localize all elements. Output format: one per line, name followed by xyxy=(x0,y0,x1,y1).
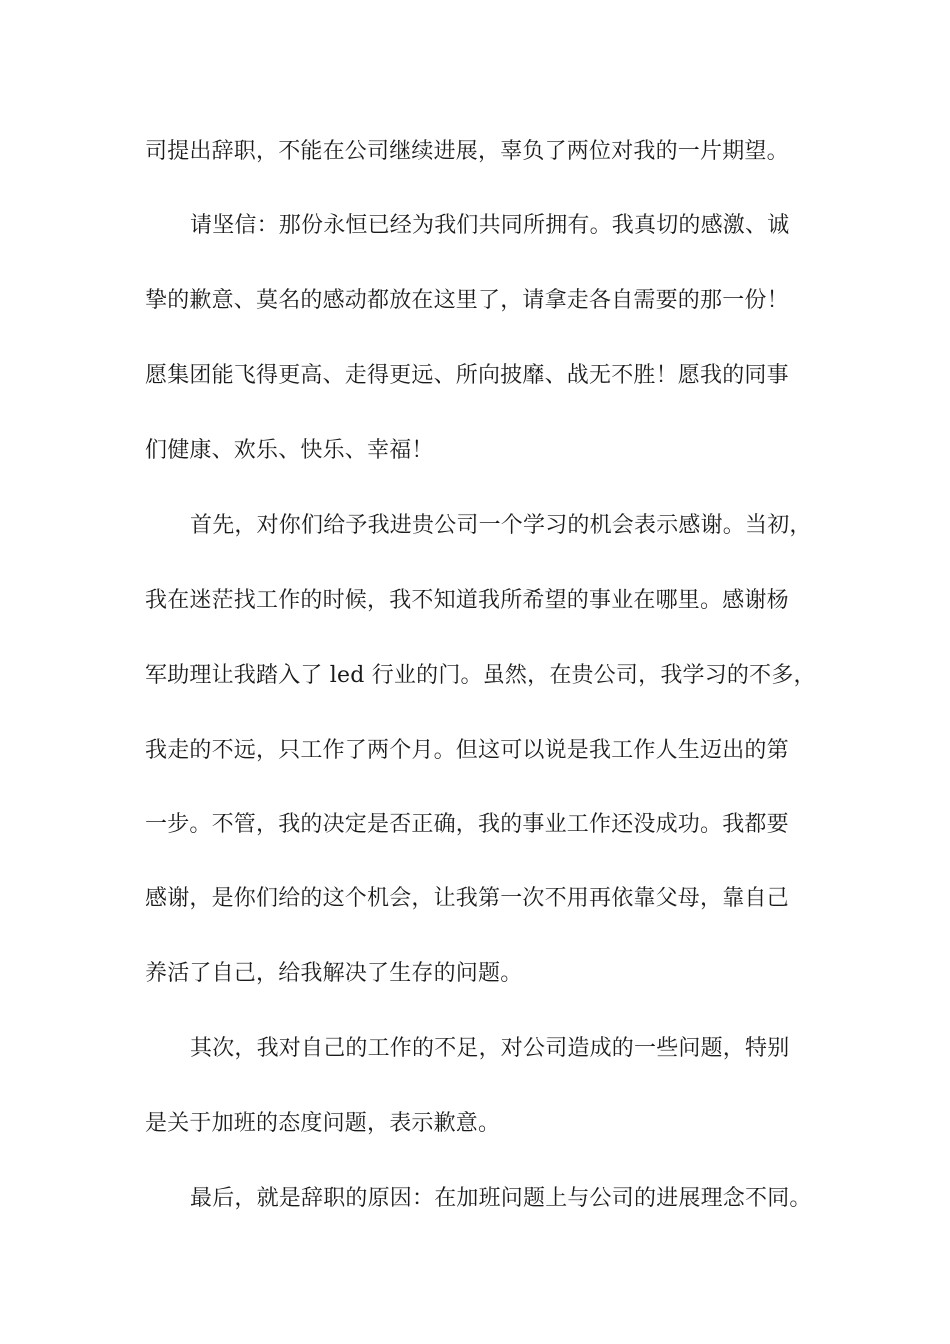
text-line: 愿集团能飞得更高、走得更远、所向披靡、战无不胜！愿我的同事 xyxy=(145,363,789,388)
text-line: 一步。不管，我的决定是否正确，我的事业工作还没成功。我都要 xyxy=(145,812,789,837)
text-line: 挚的歉意、莫名的感动都放在这里了，请拿走各自需要的那一份！ xyxy=(145,288,789,313)
text-line: 感谢，是你们给的这个机会，让我第一次不用再依靠父母，靠自己 xyxy=(145,886,789,911)
paragraph-start-line: 其次，我对自己的工作的不足，对公司造成的一些问题，特别 xyxy=(190,1036,790,1061)
paragraph-start-line: 请坚信：那份永恒已经为我们共同所拥有。我真切的感激、诚 xyxy=(190,213,790,238)
text-line: 司提出辞职，不能在公司继续进展，辜负了两位对我的一片期望。 xyxy=(145,139,789,164)
text-line: 我在迷茫找工作的时候，我不知道我所希望的事业在哪里。感谢杨 xyxy=(145,588,789,613)
paragraph-start-line: 首先，对你们给予我进贵公司一个学习的机会表示感谢。当初， xyxy=(190,513,812,538)
text-line: 是关于加班的态度问题，表示歉意。 xyxy=(145,1111,501,1136)
text-line: 军助理让我踏入了 led 行业的门。虽然，在贵公司，我学习的不多， xyxy=(145,663,816,688)
paragraph-start-line: 最后，就是辞职的原因：在加班问题上与公司的进展理念不同。 xyxy=(190,1186,812,1211)
text-line: 们健康、欢乐、快乐、幸福！ xyxy=(145,438,434,463)
text-line: 我走的不远，只工作了两个月。但这可以说是我工作人生迈出的第 xyxy=(145,738,789,763)
text-line: 养活了自己，给我解决了生存的问题。 xyxy=(145,961,523,986)
